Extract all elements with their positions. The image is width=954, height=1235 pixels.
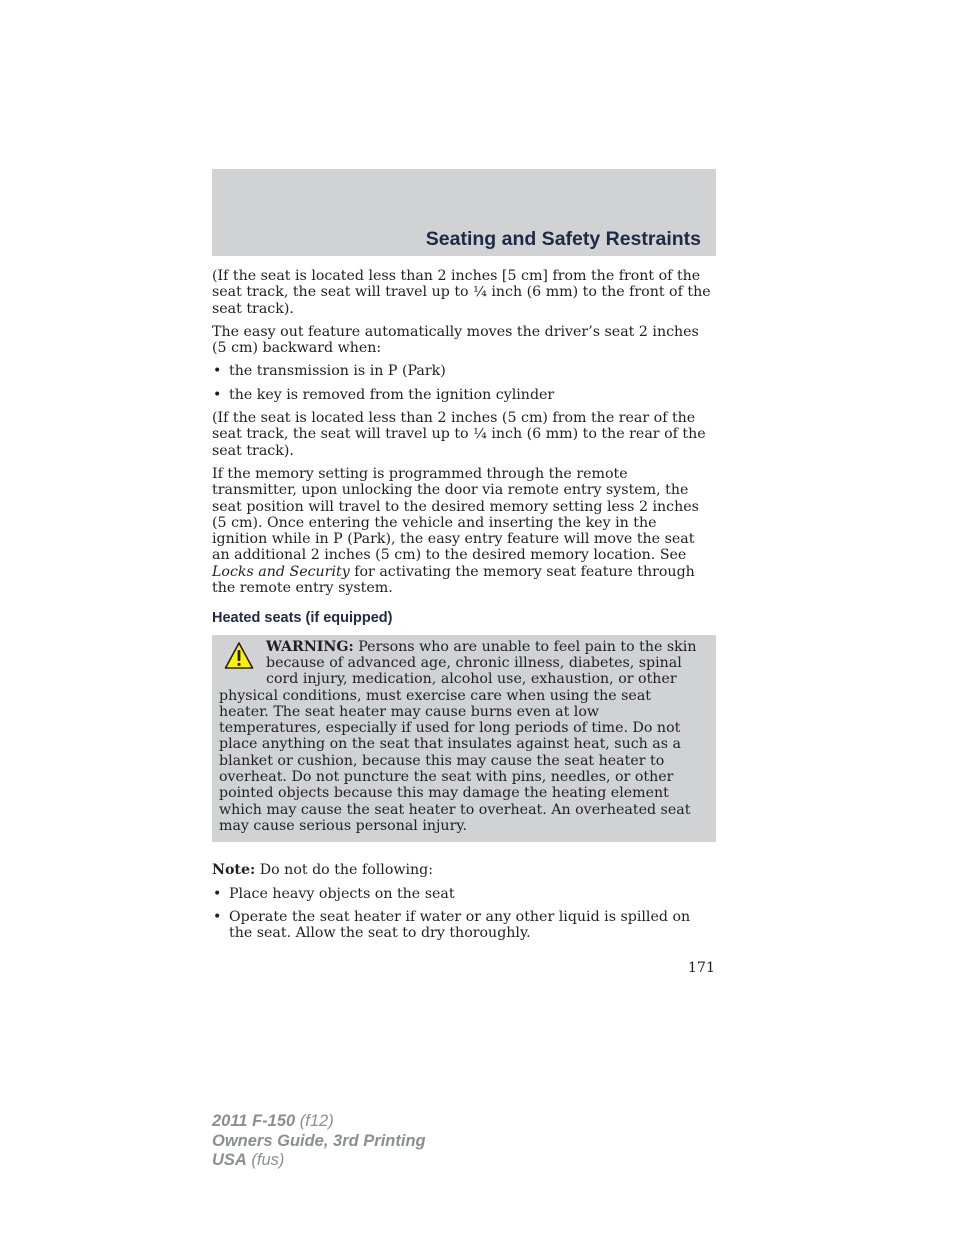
paragraph-easy-out: The easy out feature automatically moves the driver’s seat 2 inches (5 cm) backward when: xyxy=(212,323,699,357)
easy-out-conditions-list xyxy=(212,363,716,403)
note xyxy=(212,862,716,878)
warning-label: WARNING: xyxy=(266,638,354,655)
memory-text-start: If the memory setting is programmed through the remote transmitter, upon unlocking the door via remote entry system, the seat position will travel to the desired memory setting less 2 inches (5 cm). Once entering the vehicle and inserting the key in the ignition while in P (Park), the easy entry feature will move the seat an additional 2 inches (5 cm) to the desired memory location. See xyxy=(212,465,699,564)
list-item: • the key is removed from the ignition cylinder xyxy=(212,387,716,403)
footer-line-region xyxy=(212,1151,426,1171)
footer-model: 2011 F-150 xyxy=(212,1112,296,1130)
footer-line-guide xyxy=(212,1132,426,1152)
note-label: Note: xyxy=(212,862,256,879)
note-list xyxy=(212,886,716,942)
list-item: • the transmission is in P (Park) xyxy=(212,363,716,379)
memory-text-end: for activating the memory seat feature through the remote entry system. xyxy=(212,563,695,597)
paragraph-memory-setting xyxy=(212,466,716,596)
page-content xyxy=(212,268,716,948)
paragraph-front-track: (If the seat is located less than 2 inches [5 cm] from the front of the seat track, the seat will travel up to ¼ inch (6 mm) to the front of the seat track). xyxy=(212,268,711,317)
section-title: Seating and Safety Restraints xyxy=(425,228,701,250)
footer-region-code: (fus) xyxy=(246,1151,285,1169)
note-text: Do not do the following: xyxy=(255,862,434,879)
footer-region: USA xyxy=(212,1151,247,1169)
warning-body: Persons who are unable to feel pain to the skin because of advanced age, chronic illness, diabetes, spinal cord injury, medication, alcohol use, exhaustion, or other physical conditions, must exercise care when using the seat heater. The seat heater may cause burns even at low temperatures, especially if used for long periods of time. Do not place anything on the seat that insulates against heat, such as a blanket or cushion, because this may cause the seat heater to overheat. Do not puncture the seat with pins, needles, or other pointed objects because this may damage the heating element which may cause the seat heater to overheat. An overheated seat may cause serious personal injury. xyxy=(219,638,697,834)
document-footer xyxy=(212,1112,426,1171)
section-header-band xyxy=(212,169,716,256)
warning-text xyxy=(219,639,702,835)
warning-box xyxy=(212,635,716,843)
heated-seats-heading: Heated seats (if equipped) xyxy=(212,610,393,627)
page-number: 171 xyxy=(687,960,715,976)
cross-reference-locks-and-security: Locks and Security xyxy=(212,563,350,580)
list-item: • Operate the seat heater if water or any other liquid is spilled on the seat. Allow the seat to dry thoroughly. xyxy=(212,909,716,942)
footer-guide: Owners Guide, 3rd Printing xyxy=(212,1131,426,1150)
footer-model-code: (f12) xyxy=(295,1112,334,1130)
list-item: • Place heavy objects on the seat xyxy=(212,886,716,902)
footer-line-model xyxy=(212,1112,426,1132)
warning-triangle-icon xyxy=(224,641,254,673)
paragraph-rear-track: (If the seat is located less than 2 inches (5 cm) from the rear of the seat track, the seat will travel up to ¼ inch (6 mm) to the rear of the seat track). xyxy=(212,410,706,459)
